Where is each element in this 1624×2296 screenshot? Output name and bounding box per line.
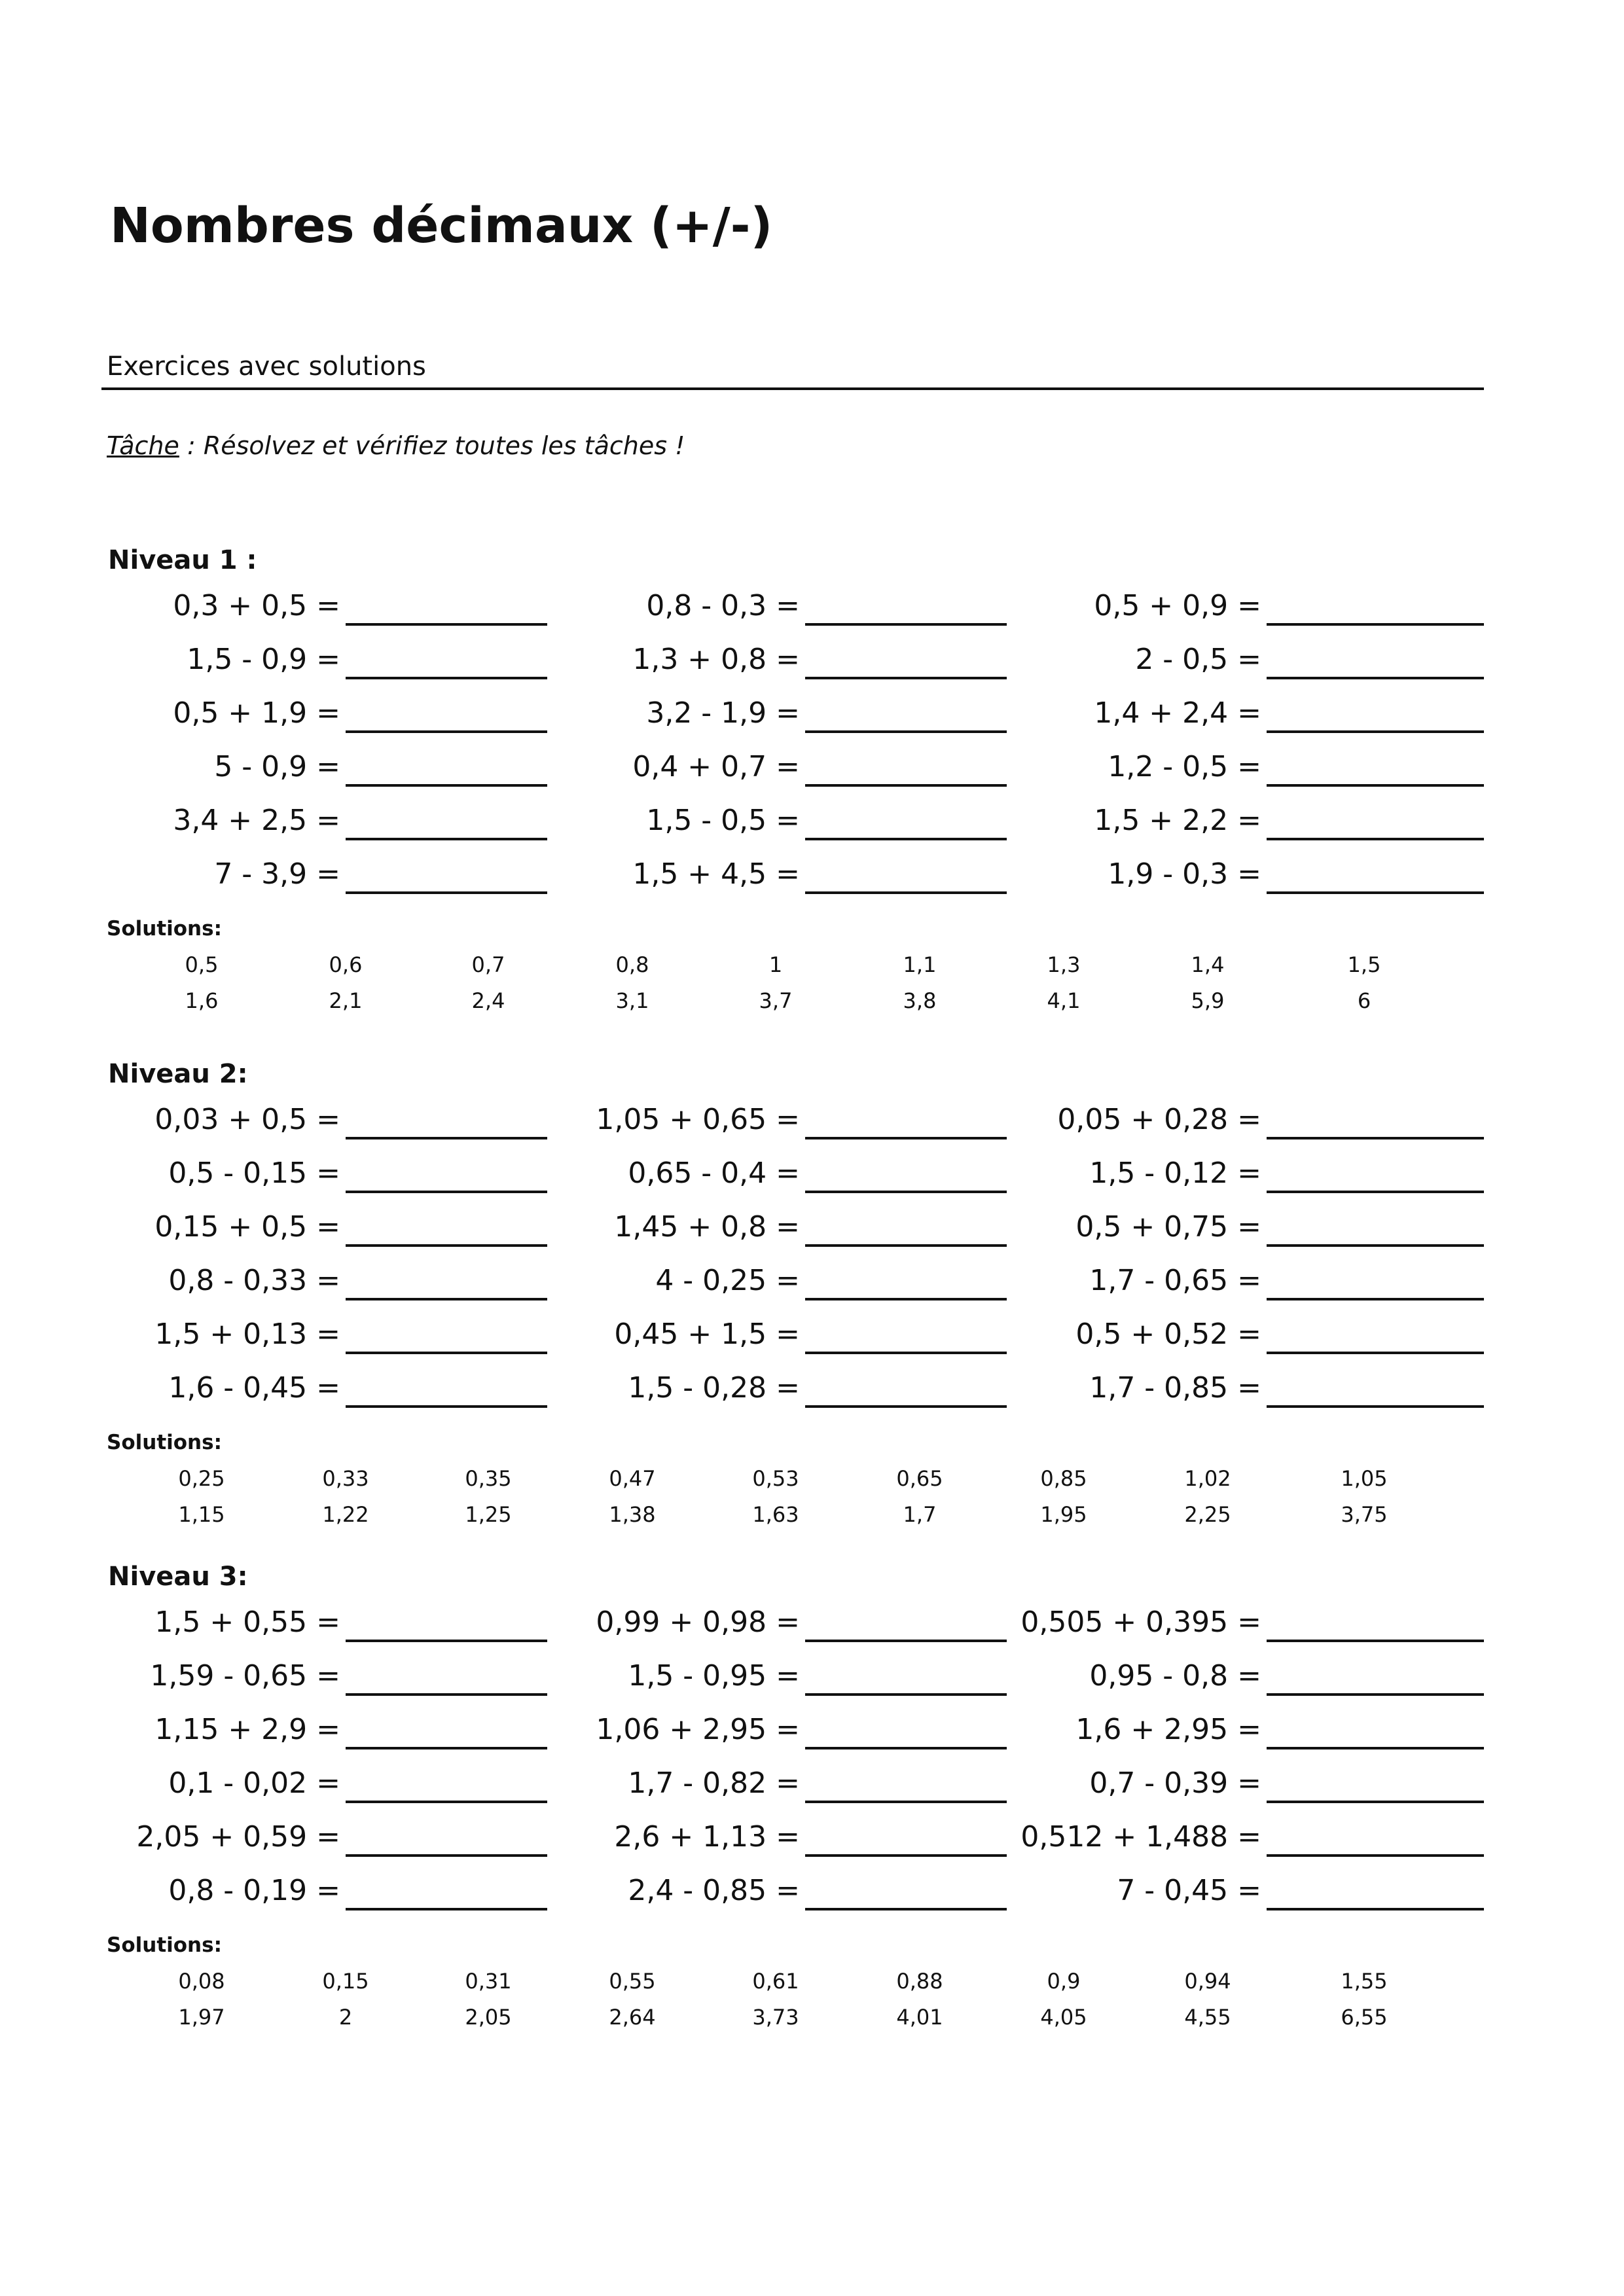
problem-expression: 2,05 + 0,59 =: [136, 1820, 340, 1854]
answer-blank[interactable]: [1267, 1854, 1484, 1857]
solution-value: 0,31: [465, 1969, 512, 1994]
solution-value: 1: [768, 952, 783, 977]
problem-expression: 0,505 + 0,395 =: [1020, 1605, 1261, 1639]
solution-value: 1,97: [178, 2005, 225, 2030]
problem-row: [0, 747, 1624, 787]
solution-value: 4,05: [1040, 2005, 1087, 2030]
answer-blank[interactable]: [1267, 1640, 1484, 1642]
problem-row: [0, 1369, 1624, 1408]
answer-blank[interactable]: [1267, 1352, 1484, 1354]
problem-row: [0, 586, 1624, 626]
solution-value: 1,6: [185, 988, 219, 1013]
problem-expression: 1,15 + 2,9 =: [154, 1713, 340, 1746]
problem-row: [0, 1261, 1624, 1300]
problem-expression: 0,65 - 0,4 =: [628, 1157, 800, 1190]
problem-row: [0, 1100, 1624, 1139]
problem-expression: 0,45 + 1,5 =: [614, 1318, 800, 1351]
problem-row: [0, 1818, 1624, 1857]
answer-blank[interactable]: [1267, 677, 1484, 679]
problem-row: [0, 855, 1624, 894]
solution-value: 3,8: [903, 988, 937, 1013]
problem-expression: 1,5 + 0,13 =: [154, 1318, 340, 1351]
problem-expression: 0,95 - 0,8 =: [1089, 1659, 1261, 1693]
answer-blank[interactable]: [1267, 1244, 1484, 1247]
solution-value: 0,6: [329, 952, 363, 977]
problem-row: [0, 801, 1624, 840]
problem-expression: 1,5 + 4,5 =: [632, 857, 800, 891]
solution-value: 0,47: [609, 1466, 656, 1491]
answer-blank[interactable]: [1267, 1908, 1484, 1910]
problem-expression: 1,4 + 2,4 =: [1094, 696, 1261, 730]
level-title: Niveau 3:: [108, 1562, 248, 1592]
answer-blank[interactable]: [1267, 838, 1484, 840]
problem-expression: 1,5 - 0,9 =: [187, 643, 340, 676]
problem-expression: 0,8 - 0,19 =: [168, 1874, 340, 1907]
level-title: Niveau 1 :: [108, 545, 257, 575]
page-title: Nombres décimaux (+/-): [110, 198, 773, 254]
solution-value: 2,25: [1184, 1502, 1231, 1527]
problem-row: [0, 1710, 1624, 1749]
solution-value: 0,08: [178, 1969, 225, 1994]
problem-expression: 1,06 + 2,95 =: [596, 1713, 800, 1746]
problem-expression: 2,4 - 0,85 =: [628, 1874, 800, 1907]
problem-expression: 1,7 - 0,65 =: [1089, 1264, 1261, 1297]
problem-expression: 1,45 + 0,8 =: [614, 1210, 800, 1244]
page-subtitle: Exercices avec solutions: [107, 351, 426, 382]
problem-expression: 1,6 + 2,95 =: [1075, 1713, 1261, 1746]
solution-value: 0,53: [752, 1466, 799, 1491]
problem-expression: 2,6 + 1,13 =: [614, 1820, 800, 1854]
solution-value: 1,5: [1347, 952, 1381, 977]
solution-value: 0,25: [178, 1466, 225, 1491]
solution-value: 0,8: [615, 952, 649, 977]
problem-expression: 0,4 + 0,7 =: [632, 750, 800, 783]
solutions-label: Solutions:: [107, 1933, 222, 1957]
answer-blank[interactable]: [1267, 1747, 1484, 1749]
solution-value: 0,61: [752, 1969, 799, 1994]
problem-expression: 0,5 + 0,52 =: [1075, 1318, 1261, 1351]
problem-expression: 3,4 + 2,5 =: [173, 804, 340, 837]
solution-value: 4,55: [1184, 2005, 1231, 2030]
problem-row: [0, 640, 1624, 679]
answer-blank[interactable]: [1267, 730, 1484, 733]
solution-value: 5,9: [1191, 988, 1225, 1013]
answer-blank[interactable]: [1267, 1693, 1484, 1696]
problem-expression: 7 - 0,45 =: [1117, 1874, 1261, 1907]
problem-expression: 0,99 + 0,98 =: [596, 1605, 800, 1639]
problem-expression: 0,3 + 0,5 =: [173, 589, 340, 622]
problem-expression: 1,2 - 0,5 =: [1108, 750, 1261, 783]
problem-row: [0, 1154, 1624, 1193]
problem-expression: 1,5 - 0,28 =: [628, 1371, 800, 1405]
problem-expression: 0,1 - 0,02 =: [168, 1767, 340, 1800]
problem-expression: 0,5 + 1,9 =: [173, 696, 340, 730]
subtitle-divider: [101, 387, 1484, 390]
problem-expression: 0,512 + 1,488 =: [1020, 1820, 1261, 1854]
solution-value: 1,95: [1040, 1502, 1087, 1527]
solution-value: 2,4: [471, 988, 505, 1013]
solution-value: 2,64: [609, 2005, 656, 2030]
problem-expression: 0,05 + 0,28 =: [1057, 1103, 1261, 1136]
problem-expression: 4 - 0,25 =: [655, 1264, 800, 1297]
solution-value: 1,1: [903, 952, 937, 977]
solution-value: 2: [338, 2005, 353, 2030]
answer-blank[interactable]: [1267, 784, 1484, 787]
answer-blank[interactable]: [1267, 1298, 1484, 1300]
solution-value: 3,73: [752, 2005, 799, 2030]
solution-value: 1,15: [178, 1502, 225, 1527]
problem-expression: 0,03 + 0,5 =: [154, 1103, 340, 1136]
solution-value: 1,25: [465, 1502, 512, 1527]
problem-expression: 5 - 0,9 =: [214, 750, 340, 783]
solution-value: 4,01: [896, 2005, 943, 2030]
answer-blank[interactable]: [1267, 1405, 1484, 1408]
problem-expression: 1,3 + 0,8 =: [632, 643, 800, 676]
problem-row: [0, 1208, 1624, 1247]
problem-expression: 0,8 - 0,3 =: [646, 589, 800, 622]
answer-blank[interactable]: [1267, 1801, 1484, 1803]
solution-value: 0,88: [896, 1969, 943, 1994]
solutions-label: Solutions:: [107, 1431, 222, 1454]
problem-expression: 1,5 + 2,2 =: [1094, 804, 1261, 837]
answer-blank[interactable]: [1267, 1137, 1484, 1139]
solution-value: 1,22: [322, 1502, 369, 1527]
solution-value: 0,7: [471, 952, 505, 977]
problem-expression: 1,5 - 0,5 =: [646, 804, 800, 837]
solution-value: 0,5: [185, 952, 219, 977]
problem-expression: 0,7 - 0,39 =: [1089, 1767, 1261, 1800]
problem-expression: 1,59 - 0,65 =: [150, 1659, 340, 1693]
problem-row: [0, 694, 1624, 733]
problem-expression: 0,8 - 0,33 =: [168, 1264, 340, 1297]
problem-expression: 0,15 + 0,5 =: [154, 1210, 340, 1244]
solution-value: 1,63: [752, 1502, 799, 1527]
answer-blank[interactable]: [1267, 891, 1484, 894]
solution-value: 0,94: [1184, 1969, 1231, 1994]
solution-value: 1,55: [1341, 1969, 1388, 1994]
problem-expression: 1,5 + 0,55 =: [154, 1605, 340, 1639]
problem-expression: 0,5 + 0,75 =: [1075, 1210, 1261, 1244]
answer-blank[interactable]: [1267, 1191, 1484, 1193]
problem-row: [0, 1603, 1624, 1642]
task-instruction: [107, 433, 685, 458]
solution-value: 3,1: [615, 988, 649, 1013]
solution-value: 0,55: [609, 1969, 656, 1994]
problem-row: [0, 1657, 1624, 1696]
problem-expression: 2 - 0,5 =: [1135, 643, 1261, 676]
problem-row: [0, 1764, 1624, 1803]
problem-expression: 7 - 3,9 =: [214, 857, 340, 891]
problem-expression: 1,5 - 0,12 =: [1089, 1157, 1261, 1190]
answer-blank[interactable]: [1267, 623, 1484, 626]
solution-value: 1,3: [1047, 952, 1081, 977]
solution-value: 0,15: [322, 1969, 369, 1994]
problem-expression: 1,9 - 0,3 =: [1108, 857, 1261, 891]
task-label: Tâche: [107, 431, 179, 460]
problem-expression: 1,7 - 0,85 =: [1089, 1371, 1261, 1405]
solution-value: 2,05: [465, 2005, 512, 2030]
solution-value: 1,7: [903, 1502, 937, 1527]
solution-value: 6,55: [1341, 2005, 1388, 2030]
problem-expression: 3,2 - 1,9 =: [646, 696, 800, 730]
problem-row: [0, 1315, 1624, 1354]
level-title: Niveau 2:: [108, 1059, 248, 1089]
solution-value: 1,4: [1191, 952, 1225, 977]
solution-value: 1,05: [1341, 1466, 1388, 1491]
solution-value: 2,1: [329, 988, 363, 1013]
solution-value: 6: [1357, 988, 1371, 1013]
solutions-label: Solutions:: [107, 917, 222, 941]
problem-expression: 0,5 - 0,15 =: [168, 1157, 340, 1190]
solution-value: 0,9: [1047, 1969, 1081, 1994]
solution-value: 1,38: [609, 1502, 656, 1527]
problem-expression: 1,6 - 0,45 =: [168, 1371, 340, 1405]
solution-value: 0,35: [465, 1466, 512, 1491]
solution-value: 3,75: [1341, 1502, 1388, 1527]
solution-value: 1,02: [1184, 1466, 1231, 1491]
problem-row: [0, 1871, 1624, 1910]
problem-expression: 1,7 - 0,82 =: [628, 1767, 800, 1800]
task-text: : Résolvez et vérifiez toutes les tâches !: [179, 431, 685, 460]
solution-value: 0,33: [322, 1466, 369, 1491]
problem-expression: 1,05 + 0,65 =: [596, 1103, 800, 1136]
solution-value: 4,1: [1047, 988, 1081, 1013]
solution-value: 0,65: [896, 1466, 943, 1491]
problem-expression: 1,5 - 0,95 =: [628, 1659, 800, 1693]
problem-expression: 0,5 + 0,9 =: [1094, 589, 1261, 622]
solution-value: 3,7: [759, 988, 793, 1013]
solution-value: 0,85: [1040, 1466, 1087, 1491]
